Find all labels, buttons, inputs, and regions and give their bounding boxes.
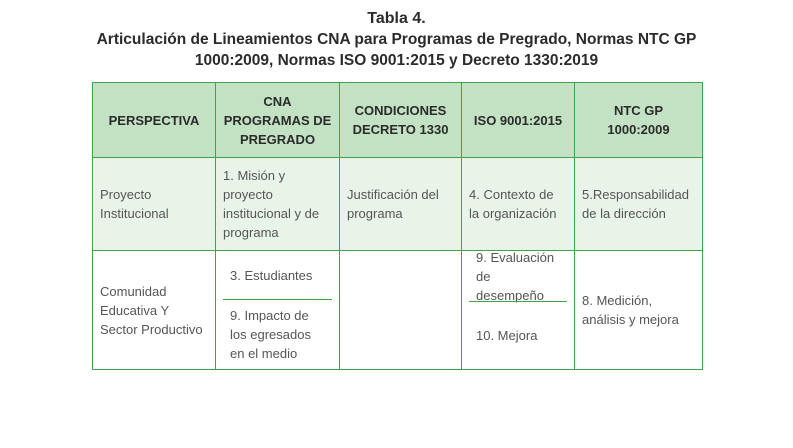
header-perspectiva: PERSPECTIVA: [93, 83, 216, 158]
table-number: Tabla 4.: [367, 10, 426, 27]
table-row: [93, 158, 703, 251]
cell-iso-a: 9. Evaluación de desempeño: [476, 249, 555, 303]
cell-ntc: 8. Medición, análisis y mejora: [575, 251, 703, 370]
cell-cna-b: 9. Impacto de los egresados en el medio: [223, 299, 332, 369]
header-cna: CNA PROGRAMAS DE PREGRADO: [216, 83, 340, 158]
cell-decreto: Justificación del programa: [340, 158, 462, 251]
header-condiciones: CONDICIONES DECRETO 1330: [340, 83, 462, 158]
cell-cna-a: 3. Estudiantes: [230, 267, 313, 283]
cell-decreto: [340, 251, 462, 370]
cell-iso-split: [462, 251, 575, 370]
articulation-table: [92, 82, 703, 370]
cell-iso-b: 10. Mejora: [469, 301, 567, 369]
table-row: [93, 251, 703, 370]
cell-perspectiva: Comunidad Educativa Y Sector Productivo: [93, 251, 216, 370]
table-title: Articulación de Lineamientos CNA para Programas de Pregrado, Normas NTC GP 1000:2009, Normas ISO 9001:2015 y Decreto 1330:2019: [96, 31, 697, 69]
cell-perspectiva: Proyecto Institucional: [93, 158, 216, 251]
cell-ntc: 5.Responsabilidad de la dirección: [575, 158, 703, 251]
cell-iso: 4. Contexto de la organización: [462, 158, 575, 251]
header-iso: ISO 9001:2015: [462, 83, 575, 158]
table-caption: [0, 8, 793, 71]
table-header-row: [93, 83, 703, 158]
cell-cna-split: [216, 251, 340, 370]
cell-cna: 1. Misión y proyecto institucional y de programa: [216, 158, 340, 251]
header-ntc: NTC GP 1000:2009: [575, 83, 703, 158]
